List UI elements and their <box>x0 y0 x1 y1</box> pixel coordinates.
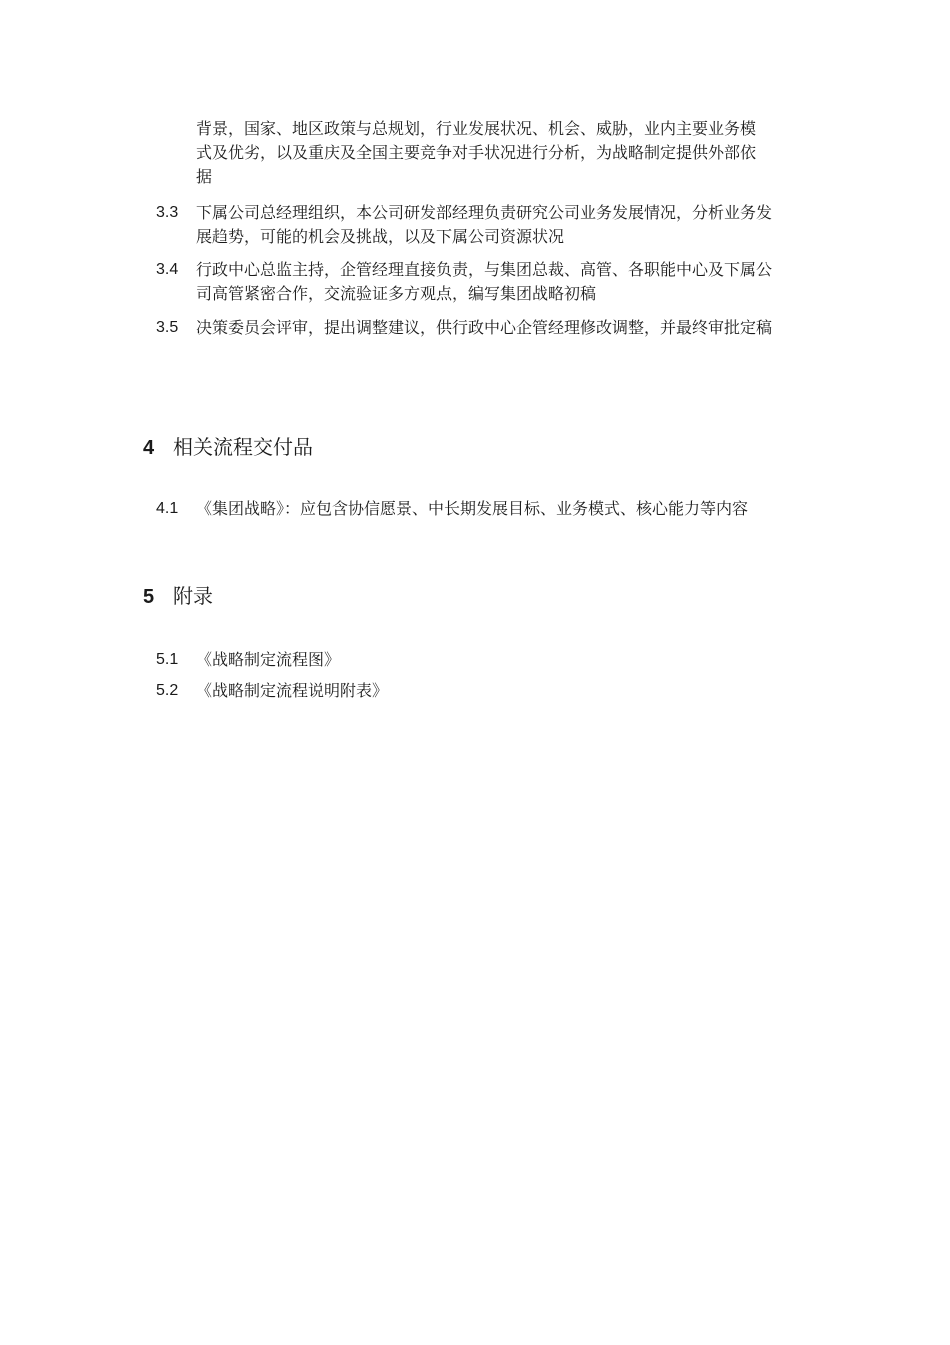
item-text: 决策委员会评审，提出调整建议，供行政中心企管经理修改调整，并最终审批定稿 <box>196 318 773 337</box>
item-number: 3.5 <box>156 319 179 336</box>
list-item-3-3 <box>156 201 772 249</box>
section-title: 相关流程交付品 <box>173 435 313 459</box>
paragraph-continuation: 背景，国家、地区政策与总规划，行业发展状况、机会、威胁，业内主要业务模式及优劣，以及重庆及全国主要竞争对手状况进行分析，为战略制定提供外部依据 <box>196 119 757 186</box>
item-text: 《战略制定流程说明附表》 <box>196 681 389 700</box>
item-number: 3.3 <box>156 204 179 221</box>
section-title: 附录 <box>173 584 213 608</box>
item-number: 4.1 <box>156 500 179 517</box>
section-number: 4 <box>143 437 155 459</box>
item-text: 行政中心总监主持，企管经理直接负责，与集团总裁、高管、各职能中心及下属公司高管紧密合作，交流验证多方观点，编写集团战略初稿 <box>196 260 773 303</box>
list-item-3-4 <box>156 258 772 306</box>
section-number: 5 <box>143 586 155 608</box>
item-text: 《战略制定流程图》 <box>196 650 341 669</box>
item-number: 5.2 <box>156 682 179 699</box>
list-item-5-2 <box>156 679 772 703</box>
list-item-5-1 <box>156 648 772 672</box>
item-number: 5.1 <box>156 651 179 668</box>
item-text: 下属公司总经理组织，本公司研发部经理负责研究公司业务发展情况，分析业务发展趋势，可能的机会及挑战，以及下属公司资源状况 <box>196 203 773 246</box>
section-heading-5 <box>143 582 213 611</box>
item-number: 3.4 <box>156 261 179 278</box>
item-text: 《集团战略》：应包含协信愿景、中长期发展目标、业务模式、核心能力等内容 <box>196 499 749 518</box>
section-heading-4 <box>143 433 313 462</box>
list-item-3-5 <box>156 316 772 340</box>
list-item-4-1 <box>156 497 772 521</box>
